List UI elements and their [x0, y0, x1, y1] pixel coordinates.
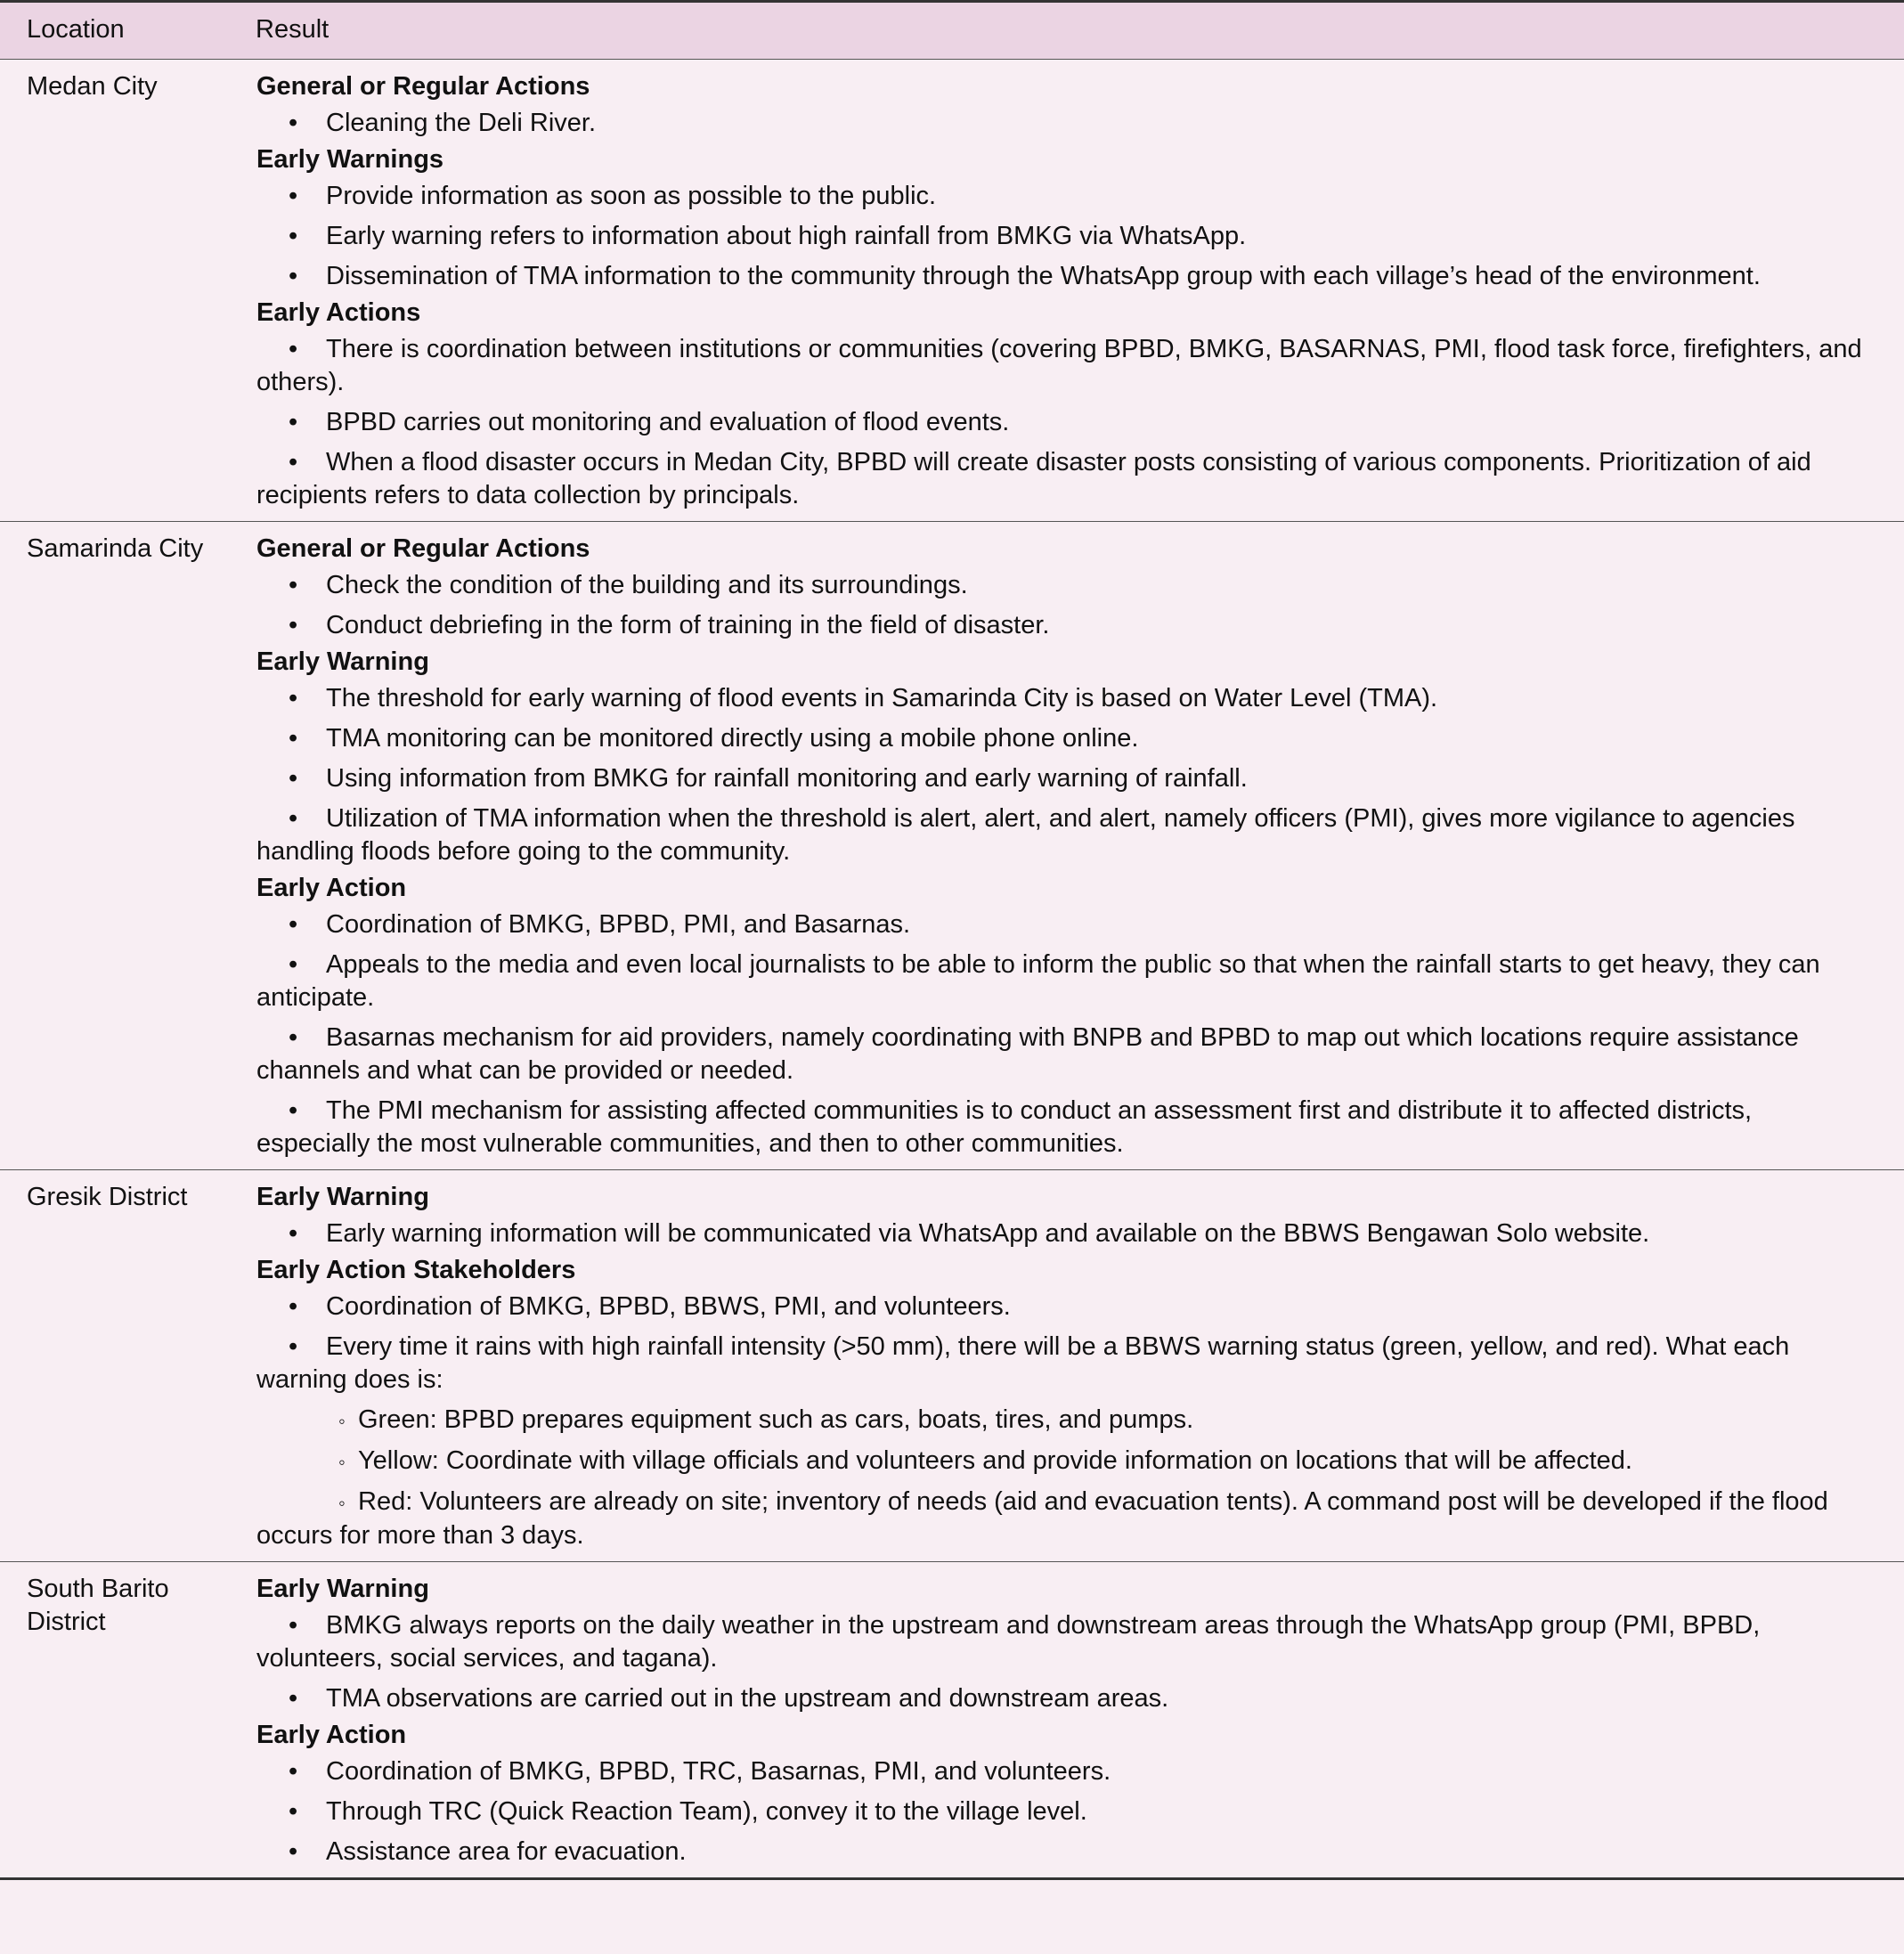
sub-list-item: [256, 1482, 1868, 1556]
column-header-result: Result: [256, 2, 1904, 60]
result-cell: [256, 1170, 1904, 1562]
list-item: [256, 330, 1868, 403]
result-cell: [256, 1562, 1904, 1879]
bullet-icon: •: [289, 1023, 298, 1052]
section-heading: Early Action: [256, 874, 407, 902]
section-heading: Early Actions: [256, 298, 421, 327]
list-item-text: Appeals to the media and even local journalists to be able to inform the public so that when the rainfall starts to get heavy, they can anticipate.: [256, 950, 1820, 1012]
list-item: [256, 216, 1868, 256]
bullet-icon: •: [289, 1757, 298, 1786]
list-item-text: The threshold for early warning of flood events in Samarinda City is based on Water Level (TMA).: [326, 684, 1438, 712]
list-item-text: Check the condition of the building and its surroundings.: [326, 571, 968, 599]
list-item-text: Cleaning the Deli River.: [326, 109, 597, 137]
location-cell: Samarinda City: [0, 522, 256, 1170]
bullet-icon: •: [289, 571, 298, 599]
bullet-icon: •: [289, 611, 298, 639]
section-heading: General or Regular Actions: [256, 72, 590, 101]
list-item-text: Dissemination of TMA information to the community through the WhatsApp group with each village’s head of the environment.: [326, 262, 1761, 290]
bullet-icon: •: [289, 182, 298, 210]
list-item: [256, 759, 1868, 799]
bullet-icon: •: [289, 950, 298, 979]
circle-bullet-icon: ◦: [338, 1410, 346, 1432]
circle-bullet-icon: ◦: [338, 1451, 346, 1473]
sub-list-item: [256, 1400, 1868, 1441]
list-item-text: Coordination of BMKG, BPBD, BBWS, PMI, and volunteers.: [326, 1292, 1011, 1321]
column-header-location: Location: [0, 2, 256, 60]
list-item: [256, 679, 1868, 719]
list-item: [256, 1018, 1868, 1091]
section-heading: Early Action Stakeholders: [256, 1256, 576, 1284]
list-item: [256, 1679, 1868, 1719]
bullet-icon: •: [289, 1292, 298, 1321]
list-item-text: Early warning information will be communicated via WhatsApp and available on the BBWS Bengawan Solo website.: [326, 1219, 1650, 1248]
list-item: [256, 1091, 1868, 1164]
table-header: [0, 2, 1904, 60]
bullet-icon: •: [289, 222, 298, 250]
list-item: [256, 1606, 1868, 1679]
list-item: [256, 606, 1868, 646]
list-item: [256, 1327, 1868, 1400]
list-item: [256, 403, 1868, 443]
section-heading: Early Warning: [256, 1183, 429, 1211]
bullet-icon: •: [289, 764, 298, 793]
list-item: [256, 1752, 1868, 1792]
list-item: [256, 256, 1868, 297]
list-item: [256, 905, 1868, 945]
bullet-icon: •: [289, 1219, 298, 1248]
list-item-text: TMA observations are carried out in the upstream and downstream areas.: [326, 1684, 1169, 1713]
bullet-icon: •: [289, 684, 298, 712]
list-item-text: Early warning refers to information about high rainfall from BMKG via WhatsApp.: [326, 222, 1247, 250]
list-item-text: Provide information as soon as possible to the public.: [326, 182, 937, 210]
list-item-text: Through TRC (Quick Reaction Team), convey it to the village level.: [326, 1797, 1087, 1826]
list-item-text: Coordination of BMKG, BPBD, PMI, and Basarnas.: [326, 910, 911, 939]
result-cell: [256, 60, 1904, 522]
list-item-text: TMA monitoring can be monitored directly using a mobile phone online.: [326, 724, 1139, 753]
location-cell: South Barito District: [0, 1562, 256, 1879]
list-item-text: BPBD carries out monitoring and evaluation of flood events.: [326, 408, 1010, 436]
list-item-text: Basarnas mechanism for aid providers, namely coordinating with BNPB and BPBD to map out which locations require assistance channels and what can be provided or needed.: [256, 1023, 1799, 1085]
list-item: [256, 1214, 1868, 1254]
bullet-icon: •: [289, 1096, 298, 1125]
list-item-text: Coordination of BMKG, BPBD, TRC, Basarnas, PMI, and volunteers.: [326, 1757, 1111, 1786]
bullet-icon: •: [289, 109, 298, 137]
list-item-text: When a flood disaster occurs in Medan City, BPBD will create disaster posts consisting of various components. Prioritization of aid recipients refers to data collection by principals.: [256, 448, 1811, 509]
location-cell: Gresik District: [0, 1170, 256, 1562]
list-item-text: BMKG always reports on the daily weather in the upstream and downstream areas through the WhatsApp group (PMI, BPBD, volunteers, social services, and tagana).: [256, 1611, 1761, 1673]
list-item: [256, 176, 1868, 216]
list-item-text: Conduct debriefing in the form of training in the field of disaster.: [326, 611, 1050, 639]
list-item-text: Red: Volunteers are already on site; inventory of needs (aid and evacuation tents). A command post will be developed if the flood occurs for more than 3 days.: [256, 1487, 1828, 1550]
table-row: [0, 1562, 1904, 1879]
bullet-icon: •: [289, 408, 298, 436]
list-item: [256, 443, 1868, 516]
section-heading: General or Regular Actions: [256, 534, 590, 563]
section-heading: Early Warning: [256, 647, 429, 676]
list-item-text: Every time it rains with high rainfall intensity (>50 mm), there will be a BBWS warning status (green, yellow, and red). What each warning does is:: [256, 1332, 1790, 1394]
result-cell: [256, 522, 1904, 1170]
bullet-icon: •: [289, 804, 298, 833]
list-item: [256, 719, 1868, 759]
list-item: [256, 1832, 1868, 1872]
bullet-icon: •: [289, 1837, 298, 1866]
bullet-icon: •: [289, 1611, 298, 1640]
list-item-text: Green: BPBD prepares equipment such as cars, boats, tires, and pumps.: [358, 1405, 1194, 1434]
list-item: [256, 1792, 1868, 1832]
table-row: [0, 1170, 1904, 1562]
bullet-icon: •: [289, 335, 298, 363]
bullet-icon: •: [289, 1332, 298, 1361]
list-item: [256, 945, 1868, 1018]
list-item: [256, 1287, 1868, 1327]
header-row: [0, 2, 1904, 60]
bullet-icon: •: [289, 1797, 298, 1826]
circle-bullet-icon: ◦: [338, 1492, 346, 1514]
list-item-text: Assistance area for evacuation.: [326, 1837, 687, 1866]
table-row: [0, 522, 1904, 1170]
list-item-text: The PMI mechanism for assisting affected communities is to conduct an assessment first and distribute it to affected districts, especially the most vulnerable communities, and then to other communities.: [256, 1096, 1753, 1158]
list-item: [256, 103, 1868, 143]
section-heading: Early Warnings: [256, 145, 444, 174]
location-cell: Medan City: [27, 72, 158, 101]
list-item-text: Utilization of TMA information when the threshold is alert, alert, and alert, namely officers (PMI), gives more vigilance to agencies handling floods before going to the community.: [256, 804, 1795, 866]
list-item-text: There is coordination between institutions or communities (covering BPBD, BMKG, BASARNAS, PMI, flood task force, firefighters, and others).: [256, 335, 1862, 396]
bullet-icon: •: [289, 262, 298, 290]
list-item-text: Yellow: Coordinate with village officials and volunteers and provide information on locations that will be affected.: [358, 1446, 1632, 1475]
section-heading: Early Action: [256, 1721, 407, 1749]
sub-list-item: [256, 1441, 1868, 1482]
table-body: [0, 60, 1904, 1879]
bullet-icon: •: [289, 910, 298, 939]
bullet-icon: •: [289, 1684, 298, 1713]
list-item: [256, 566, 1868, 606]
list-item: [256, 799, 1868, 872]
table-row: [0, 60, 1904, 522]
list-item-text: Using information from BMKG for rainfall monitoring and early warning of rainfall.: [326, 764, 1248, 793]
bullet-icon: •: [289, 448, 298, 476]
bullet-icon: •: [289, 724, 298, 753]
section-heading: Early Warning: [256, 1575, 429, 1603]
